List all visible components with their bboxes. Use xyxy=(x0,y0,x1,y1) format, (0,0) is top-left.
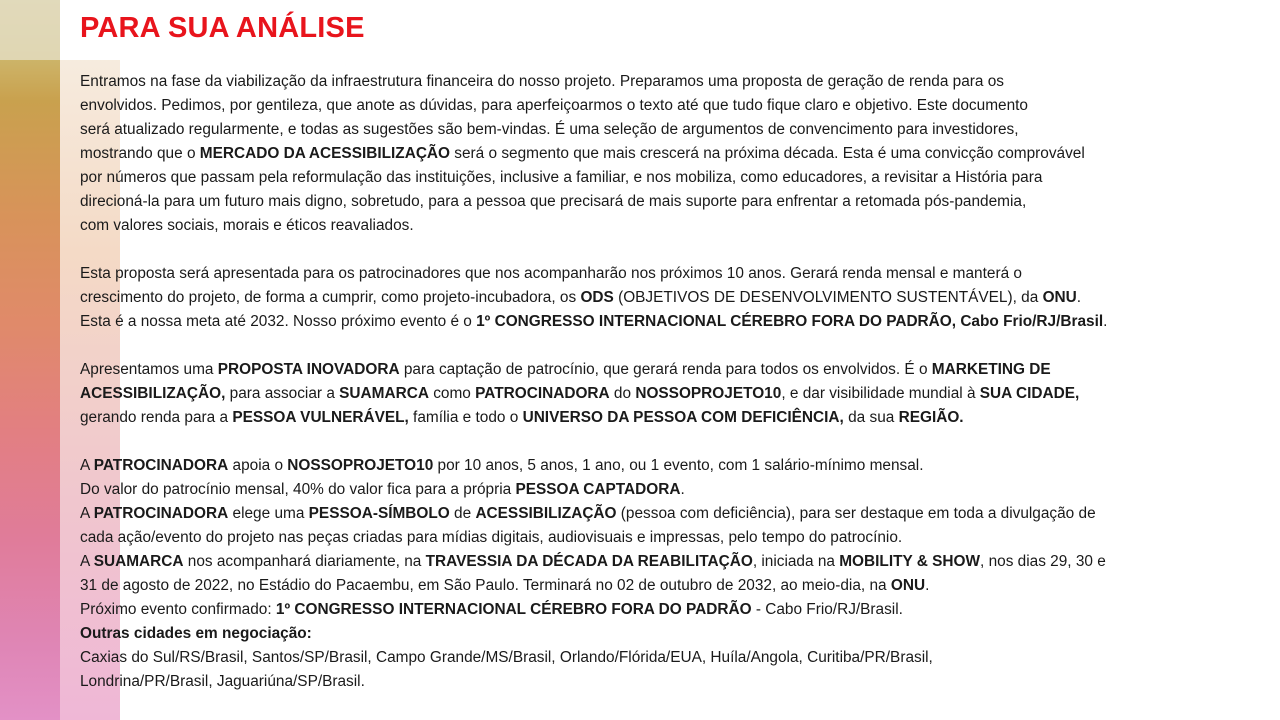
text-line: mostrando que o MERCADO DA ACESSIBILIZAÇÃO será o segmento que mais crescerá na próxima década. Esta é uma convicção comprovável xyxy=(80,145,1085,162)
text-line: envolvidos. Pedimos, por gentileza, que anote as dúvidas, para aperfeiçoarmos o texto até que tudo fique claro e objetivo. Este documento xyxy=(80,97,1028,114)
highlight-text: TRAVESSIA DA DÉCADA DA REABILITAÇÃO xyxy=(425,553,753,570)
highlight-text: PESSOA CAPTADORA xyxy=(515,481,681,498)
highlight-text: ODS xyxy=(580,289,614,306)
highlight-text: PESSOA-SÍMBOLO xyxy=(308,505,450,522)
text-line: Esta é a nossa meta até 2032. Nosso próximo evento é o 1º CONGRESSO INTERNACIONAL CÉREBRO FORA DO PADRÃO, Cabo Frio/RJ/Brasil. xyxy=(80,313,1108,330)
text-line: A PATROCINADORA apoia o NOSSOPROJETO10 por 10 anos, 5 anos, 1 ano, ou 1 evento, com 1 salário-mínimo mensal. xyxy=(80,457,924,474)
text-line: Do valor do patrocínio mensal, 40% do valor fica para a própria PESSOA CAPTADORA. xyxy=(80,481,685,498)
text-line: A SUAMARCA nos acompanhará diariamente, na TRAVESSIA DA DÉCADA DA REABILITAÇÃO, iniciada na MOBILITY & SHOW, nos dias 29, 30 e xyxy=(80,553,1106,570)
highlight-text: NOSSOPROJETO10 xyxy=(287,457,434,474)
text-line: será atualizado regularmente, e todas as sugestões são bem-vindas. É uma seleção de argumentos de convencimento para investidores, xyxy=(80,121,1019,138)
highlight-text: MARKETING DE xyxy=(931,361,1051,378)
highlight-text: SUAMARCA xyxy=(93,553,184,570)
highlight-text: REGIÃO. xyxy=(898,409,964,426)
text-line: direcioná-la para um futuro mais digno, sobretudo, para a pessoa que precisará de mais suporte para enfrentar a retomada pós-pandemia, xyxy=(80,193,1027,210)
highlight-text: SUA CIDADE, xyxy=(979,385,1080,402)
highlight-text: UNIVERSO DA PESSOA COM DEFICIÊNCIA, xyxy=(522,409,844,426)
text-line: Londrina/PR/Brasil, Jaguariúna/SP/Brasil. xyxy=(80,673,365,690)
highlight-text: ACESSIBILIZAÇÃO, xyxy=(80,385,226,402)
text-line: com valores sociais, morais e éticos reavaliados. xyxy=(80,217,414,234)
text-line: Apresentamos uma PROPOSTA INOVADORA para captação de patrocínio, que gerará renda para todos os envolvidos. É o MARKETING DE xyxy=(80,361,1051,378)
paragraph-proposal xyxy=(80,262,1245,334)
highlight-text: MOBILITY & SHOW xyxy=(839,553,981,570)
paragraph-marketing xyxy=(80,358,1245,430)
highlight-text: PATROCINADORA xyxy=(93,457,229,474)
text-line: Esta proposta será apresentada para os patrocinadores que nos acompanharão nos próximos 10 anos. Gerará renda mensal e manterá o xyxy=(80,265,1022,282)
slide-body xyxy=(80,70,1245,694)
highlight-text: ONU xyxy=(890,577,926,594)
text-line: por números que passam pela reformulação das instituições, inclusive a familiar, e nos mobiliza, como educadores, a revisitar a História para xyxy=(80,169,1043,186)
paragraph-sponsorship xyxy=(80,454,1245,694)
text-line: Próximo evento confirmado: 1º CONGRESSO INTERNACIONAL CÉREBRO FORA DO PADRÃO - Cabo Frio/RJ/Brasil. xyxy=(80,601,903,618)
text-line: Entramos na fase da viabilização da infraestrutura financeira do nosso projeto. Preparamos uma proposta de geração de renda para os xyxy=(80,73,1004,90)
text-line: crescimento do projeto, de forma a cumprir, como projeto-incubadora, os ODS (OBJETIVOS DE DESENVOLVIMENTO SUSTENTÁVEL), da ONU. xyxy=(80,289,1082,306)
text-line: 31 de agosto de 2022, no Estádio do Pacaembu, em São Paulo. Terminará no 02 de outubro de 2032, ao meio-dia, na ONU. xyxy=(80,577,930,594)
highlight-text: PROPOSTA INOVADORA xyxy=(217,361,400,378)
highlight-text: SUAMARCA xyxy=(339,385,429,402)
slide-content xyxy=(80,0,1250,720)
highlight-text: NOSSOPROJETO10 xyxy=(635,385,782,402)
text-line: gerando renda para a PESSOA VULNERÁVEL, família e todo o UNIVERSO DA PESSOA COM DEFICIÊNCIA, da sua REGIÃO. xyxy=(80,409,964,426)
highlight-text: PATROCINADORA xyxy=(93,505,229,522)
text-line: cada ação/evento do projeto nas peças criadas para mídias digitais, audiovisuais e impressas, pelo tempo do patrocínio. xyxy=(80,529,903,546)
highlight-text: ACESSIBILIZAÇÃO xyxy=(475,505,617,522)
section-subheading: Outras cidades em negociação: xyxy=(80,625,312,642)
decorative-gradient-strip xyxy=(0,0,60,720)
highlight-text: PESSOA VULNERÁVEL, xyxy=(232,409,409,426)
text-line: A PATROCINADORA elege uma PESSOA-SÍMBOLO de ACESSIBILIZAÇÃO (pessoa com deficiência), para ser destaque em toda a divulgação de xyxy=(80,505,1096,522)
highlight-text: 1º CONGRESSO INTERNACIONAL CÉREBRO FORA DO PADRÃO xyxy=(275,601,752,618)
highlight-text: 1º CONGRESSO INTERNACIONAL CÉREBRO FORA DO PADRÃO, Cabo Frio/RJ/Brasil xyxy=(476,313,1104,330)
text-line: Caxias do Sul/RS/Brasil, Santos/SP/Brasil, Campo Grande/MS/Brasil, Orlando/Flórida/EUA, Huíla/Angola, Curitiba/PR/Brasil, xyxy=(80,649,933,666)
highlight-text: MERCADO DA ACESSIBILIZAÇÃO xyxy=(199,145,451,162)
decorative-strip-top xyxy=(0,0,60,60)
paragraph-intro xyxy=(80,70,1245,238)
slide-title: PARA SUA ANÁLISE xyxy=(80,12,365,44)
highlight-text: PATROCINADORA xyxy=(475,385,610,402)
highlight-text: ONU xyxy=(1042,289,1077,306)
text-line: ACESSIBILIZAÇÃO, para associar a SUAMARCA como PATROCINADORA do NOSSOPROJETO10, e dar visibilidade mundial à SUA CIDADE, xyxy=(80,385,1080,402)
